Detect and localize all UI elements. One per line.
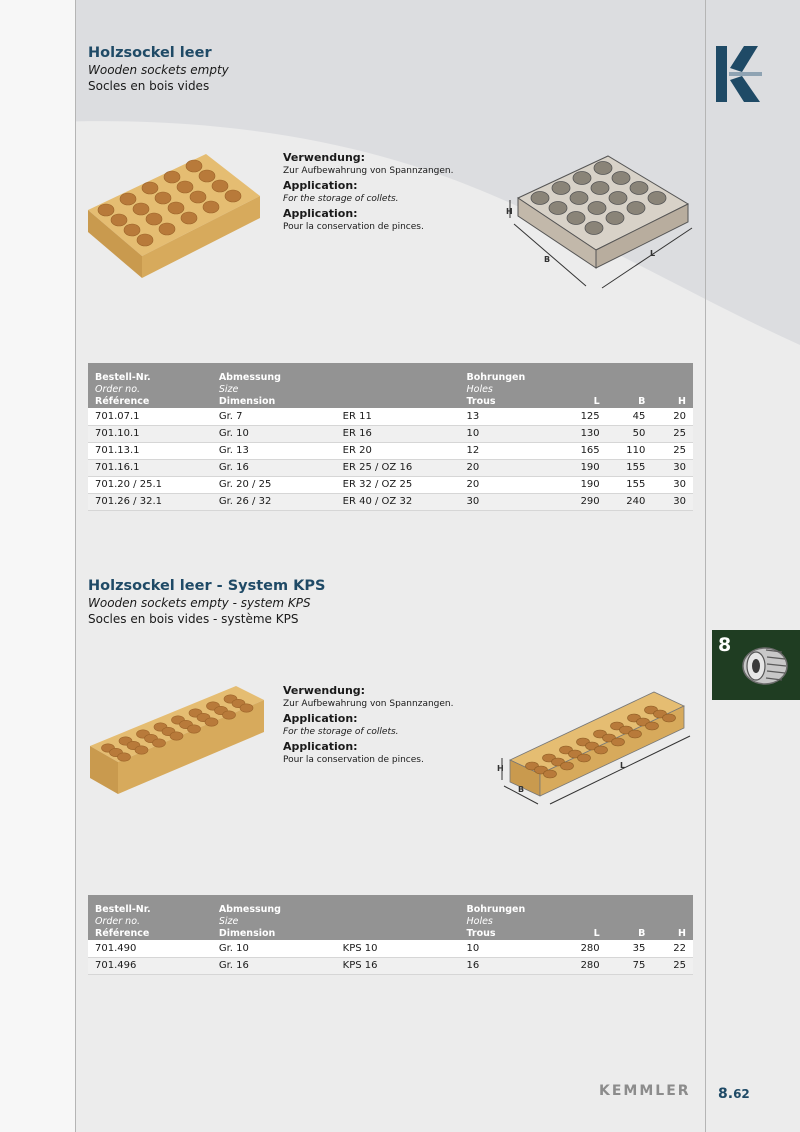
brand-name: KEMMLER <box>599 1083 691 1099</box>
table-row <box>88 957 693 974</box>
table-row <box>88 425 693 442</box>
cell-b: 45 <box>607 408 653 425</box>
cell-l: 165 <box>556 442 607 459</box>
hole-mark <box>142 182 158 194</box>
hole-mark <box>663 714 676 722</box>
section-2-title-de: Holzsockel leer - System KPS <box>88 578 326 594</box>
hole-mark <box>567 212 585 225</box>
cell-h: 22 <box>652 940 693 957</box>
cell-holes: 12 <box>459 442 555 459</box>
hole-mark <box>223 711 236 719</box>
table-row <box>88 493 693 510</box>
hole-mark <box>573 172 591 185</box>
usage-en-text: For the storage of collets. <box>283 194 399 204</box>
drawing-1-b-label: B <box>544 255 551 264</box>
cell-type: ER 32 / OZ 25 <box>336 476 460 493</box>
wooden-socket-photo-2 <box>88 684 268 798</box>
hole-mark <box>164 171 180 183</box>
hole-mark <box>186 160 202 172</box>
section-2-title-fr: Socles en bois vides - système KPS <box>88 612 299 626</box>
technical-drawing-1 <box>498 152 698 300</box>
col-size-header: Abmessung Size Dimension <box>212 895 336 940</box>
col-h-header: H <box>652 895 693 940</box>
cell-h: 30 <box>652 476 693 493</box>
cell-h: 25 <box>652 442 693 459</box>
page-number: 8.62 <box>718 1086 750 1102</box>
hole-mark <box>570 192 588 205</box>
usage-en-label: Application: <box>283 712 358 725</box>
technical-drawing-2 <box>494 686 694 810</box>
cell-h: 25 <box>652 957 693 974</box>
hole-mark <box>168 202 184 214</box>
hole-mark <box>544 770 557 778</box>
cell-holes: 30 <box>459 493 555 510</box>
section-1-usage <box>283 151 503 235</box>
cell-b: 155 <box>607 459 653 476</box>
hole-mark <box>578 754 591 762</box>
spec-table-2 <box>88 895 693 975</box>
hole-mark <box>609 192 627 205</box>
hole-mark <box>225 190 241 202</box>
col-type-header <box>336 895 460 940</box>
cell-holes: 20 <box>459 459 555 476</box>
hole-mark <box>212 180 228 192</box>
hole-mark <box>203 201 219 213</box>
hole-mark <box>146 213 162 225</box>
usage-fr-label: Application: <box>283 740 358 753</box>
hole-mark <box>606 212 624 225</box>
hole-mark <box>612 738 625 746</box>
cell-ref: 701.16.1 <box>88 459 212 476</box>
cell-size: Gr. 7 <box>212 408 336 425</box>
table-row <box>88 408 693 425</box>
cell-b: 50 <box>607 425 653 442</box>
chapter-tab <box>712 630 800 700</box>
drawing-1-h-label: H <box>506 207 513 216</box>
hole-mark <box>561 762 574 770</box>
hole-mark <box>118 753 131 761</box>
cell-holes: 16 <box>459 957 555 974</box>
col-ref-header: Bestell-Nr. Order no. Référence <box>88 363 212 408</box>
cell-l: 190 <box>556 476 607 493</box>
hole-mark <box>595 746 608 754</box>
section-1-heading <box>88 44 229 94</box>
hole-mark <box>155 192 171 204</box>
cell-b: 240 <box>607 493 653 510</box>
cell-b: 110 <box>607 442 653 459</box>
hole-mark <box>549 202 567 215</box>
col-h-header: H <box>652 363 693 408</box>
cell-h: 30 <box>652 493 693 510</box>
right-margin <box>705 0 800 1132</box>
drawing-1-l-label: L <box>650 249 656 258</box>
hole-mark <box>648 192 666 205</box>
hole-mark <box>153 739 166 747</box>
drawing-2-h-label: H <box>497 764 504 773</box>
hole-mark <box>181 212 197 224</box>
cell-holes: 10 <box>459 940 555 957</box>
cell-b: 35 <box>607 940 653 957</box>
usage-en-text: For the storage of collets. <box>283 727 399 737</box>
drawing-2-b-label: B <box>518 785 525 794</box>
table-row <box>88 442 693 459</box>
cell-h: 30 <box>652 459 693 476</box>
cell-l: 125 <box>556 408 607 425</box>
hole-mark <box>591 182 609 195</box>
wooden-socket-photo-1 <box>86 152 262 282</box>
cell-size: Gr. 13 <box>212 442 336 459</box>
section-1-title-en: Wooden sockets empty <box>88 63 229 77</box>
hole-mark <box>133 203 149 215</box>
cell-l: 190 <box>556 459 607 476</box>
section-2-heading <box>88 577 325 627</box>
col-ref-header: Bestell-Nr. Order no. Référence <box>88 895 212 940</box>
hole-mark <box>588 202 606 215</box>
hole-mark <box>111 214 127 226</box>
section-1-title-de: Holzsockel leer <box>88 45 212 61</box>
cell-ref: 701.490 <box>88 940 212 957</box>
hole-mark <box>594 162 612 175</box>
hole-mark <box>190 191 206 203</box>
section-2-title-en: Wooden sockets empty - system KPS <box>88 596 311 610</box>
hole-mark <box>630 182 648 195</box>
cell-size: Gr. 26 / 32 <box>212 493 336 510</box>
cell-type: ER 40 / OZ 32 <box>336 493 460 510</box>
hole-mark <box>120 193 136 205</box>
col-l-header: L <box>556 895 607 940</box>
cell-l: 280 <box>556 940 607 957</box>
table-row <box>88 459 693 476</box>
hole-mark <box>646 722 659 730</box>
hole-mark <box>98 204 114 216</box>
table-row <box>88 940 693 957</box>
collet-icon <box>738 642 792 690</box>
usage-de-text: Zur Aufbewahrung von Spannzangen. <box>283 166 454 176</box>
hole-mark <box>552 182 570 195</box>
cell-ref: 701.13.1 <box>88 442 212 459</box>
usage-de-label: Verwendung: <box>283 151 366 164</box>
hole-mark <box>627 202 645 215</box>
chapter-number: 8 <box>718 634 732 656</box>
usage-de-label: Verwendung: <box>283 684 366 697</box>
col-holes-header: Bohrungen Holes Trous <box>459 363 555 408</box>
cell-ref: 701.10.1 <box>88 425 212 442</box>
hole-mark <box>137 234 153 246</box>
section-1-title-fr: Socles en bois vides <box>88 79 210 93</box>
usage-de-text: Zur Aufbewahrung von Spannzangen. <box>283 699 454 709</box>
col-b-header: B <box>607 363 653 408</box>
cell-holes: 20 <box>459 476 555 493</box>
cell-type: ER 11 <box>336 408 460 425</box>
hole-mark <box>170 732 183 740</box>
cell-ref: 701.26 / 32.1 <box>88 493 212 510</box>
usage-fr-label: Application: <box>283 207 358 220</box>
hole-mark <box>199 170 215 182</box>
cell-size: Gr. 20 / 25 <box>212 476 336 493</box>
hole-mark <box>205 718 218 726</box>
cell-l: 280 <box>556 957 607 974</box>
cell-type: ER 16 <box>336 425 460 442</box>
hole-mark <box>135 746 148 754</box>
hole-mark <box>240 704 253 712</box>
hole-mark <box>612 172 630 185</box>
col-holes-header: Bohrungen Holes Trous <box>459 895 555 940</box>
hole-mark <box>159 223 175 235</box>
col-type-header <box>336 363 460 408</box>
cell-holes: 13 <box>459 408 555 425</box>
hole-mark <box>629 730 642 738</box>
cell-b: 75 <box>607 957 653 974</box>
cell-holes: 10 <box>459 425 555 442</box>
hole-mark <box>177 181 193 193</box>
hole-mark <box>531 192 549 205</box>
usage-en-label: Application: <box>283 179 358 192</box>
cell-size: Gr. 10 <box>212 425 336 442</box>
cell-type: KPS 10 <box>336 940 460 957</box>
usage-fr-text: Pour la conservation de pinces. <box>283 755 424 765</box>
cell-size: Gr. 10 <box>212 940 336 957</box>
cell-type: KPS 16 <box>336 957 460 974</box>
section-2-usage <box>283 684 503 768</box>
cell-b: 155 <box>607 476 653 493</box>
cell-l: 290 <box>556 493 607 510</box>
hole-mark <box>188 725 201 733</box>
drawing-2-l-label: L <box>620 761 626 770</box>
cell-type: ER 25 / OZ 16 <box>336 459 460 476</box>
col-size-header: Abmessung Size Dimension <box>212 363 336 408</box>
cell-size: Gr. 16 <box>212 957 336 974</box>
cell-type: ER 20 <box>336 442 460 459</box>
cell-h: 20 <box>652 408 693 425</box>
cell-ref: 701.07.1 <box>88 408 212 425</box>
table-row <box>88 476 693 493</box>
spec-table-1 <box>88 363 693 511</box>
cell-l: 130 <box>556 425 607 442</box>
cell-ref: 701.496 <box>88 957 212 974</box>
cell-h: 25 <box>652 425 693 442</box>
col-b-header: B <box>607 895 653 940</box>
left-margin <box>0 0 76 1132</box>
usage-fr-text: Pour la conservation de pinces. <box>283 222 424 232</box>
hole-mark <box>585 222 603 235</box>
cell-size: Gr. 16 <box>212 459 336 476</box>
cell-ref: 701.20 / 25.1 <box>88 476 212 493</box>
col-l-header: L <box>556 363 607 408</box>
kemmler-k-logo <box>716 46 762 102</box>
hole-mark <box>124 224 140 236</box>
